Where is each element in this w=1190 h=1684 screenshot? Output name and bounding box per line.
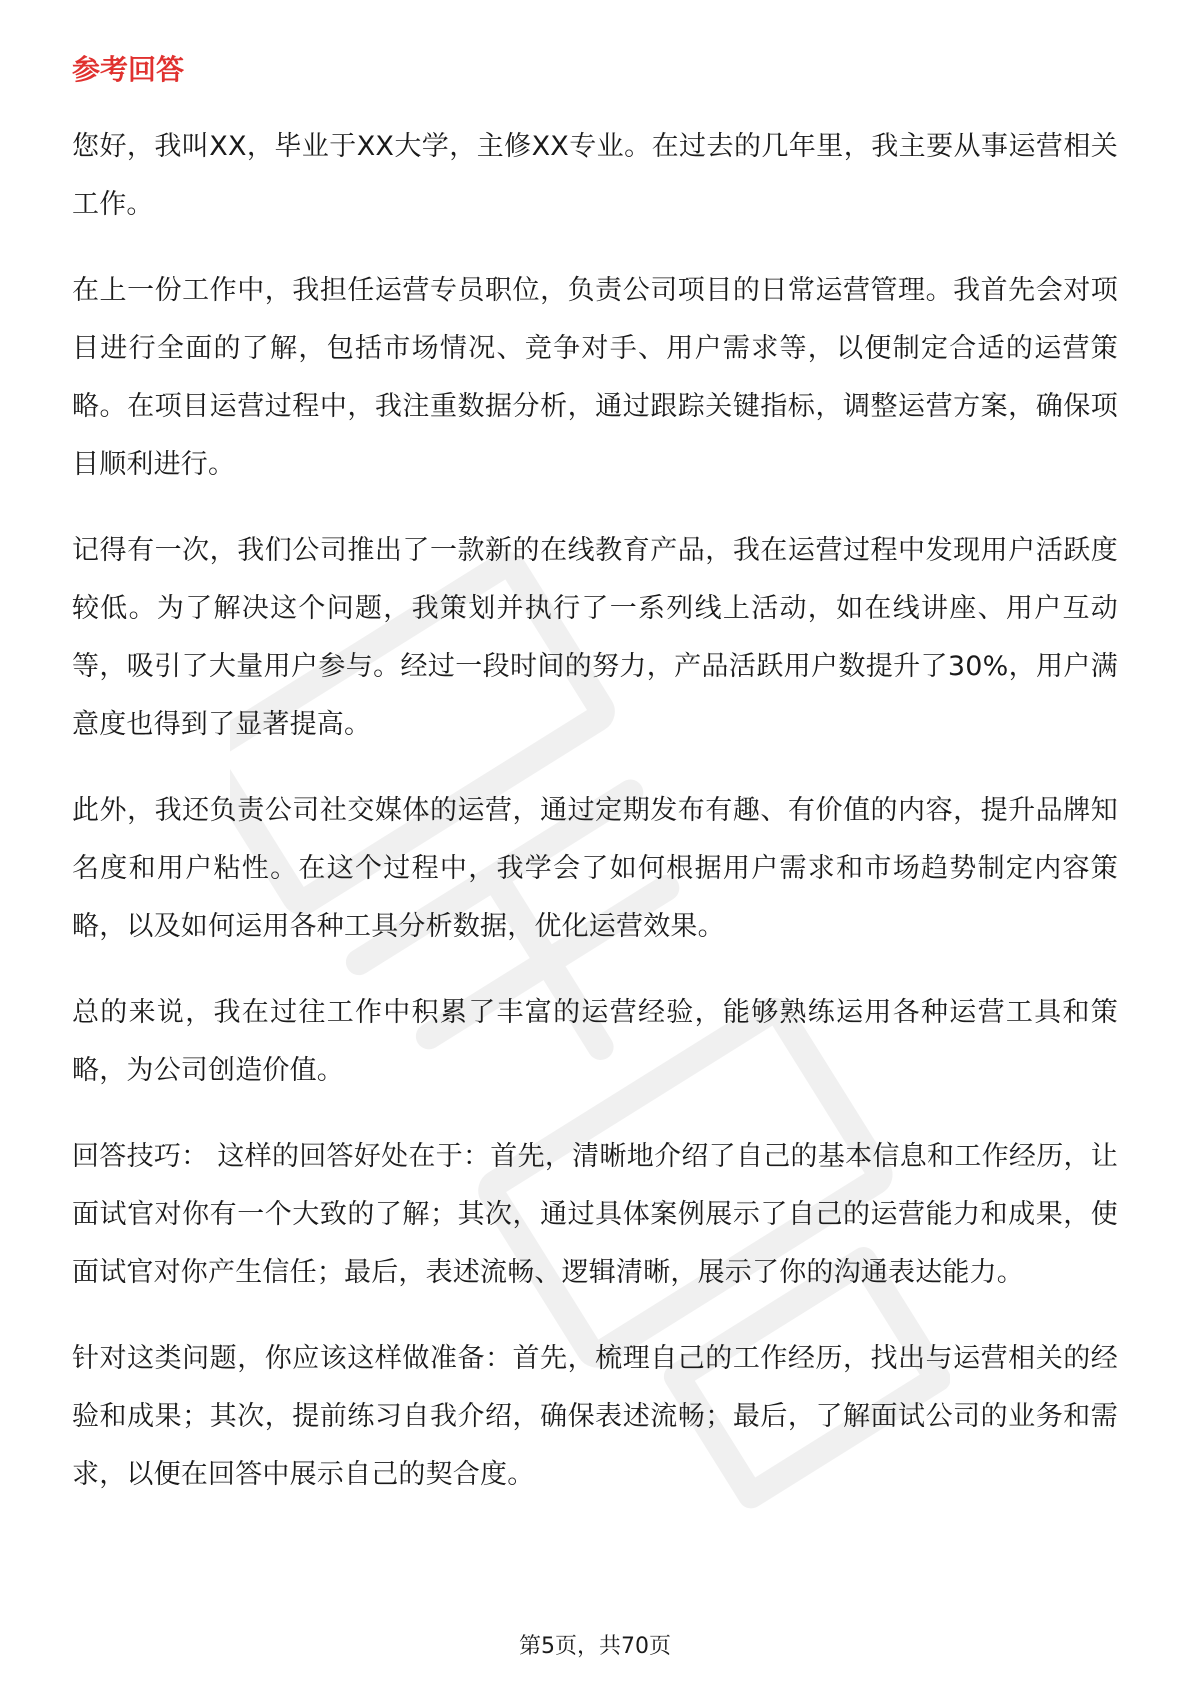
page-number-footer: 第5页，共70页 — [519, 1634, 671, 1659]
paragraph-preparation: 针对这类问题，你应该这样做准备：首先，梳理自己的工作经历，找出与运营相关的经验和成果；其次，提前练习自我介绍，确保表述流畅；最后，了解面试公司的业务和需求，以便在回答中展示自己的契合度。 — [72, 1343, 1118, 1490]
paragraph-answer-tips: 回答技巧： 这样的回答好处在于：首先，清晰地介绍了自己的基本信息和工作经历，让面试官对你有一个大致的了解；其次，通过具体案例展示了自己的运营能力和成果，使面试官对你产生信任；最后，表述流畅、逻辑清晰，展示了你的沟通表达能力。 — [72, 1141, 1118, 1288]
paragraph-case-example: 记得有一次，我们公司推出了一款新的在线教育产品，我在运营过程中发现用户活跃度较低。为了解决这个问题，我策划并执行了一系列线上活动，如在线讲座、用户互动等，吸引了大量用户参与。经过一段时间的努力，产品活跃用户数提升了30%，用户满意度也得到了显著提高。 — [72, 535, 1118, 740]
paragraph-summary: 总的来说，我在过往工作中积累了丰富的运营经验，能够熟练运用各种运营工具和策略，为公司创造价值。 — [72, 997, 1118, 1086]
paragraph-intro: 您好，我叫XX，毕业于XX大学，主修XX专业。在过去的几年里，我主要从事运营相关工作。 — [72, 131, 1118, 220]
paragraph-previous-job: 在上一份工作中，我担任运营专员职位，负责公司项目的日常运营管理。我首先会对项目进行全面的了解，包括市场情况、竞争对手、用户需求等，以便制定合适的运营策略。在项目运营过程中，我注重数据分析，通过跟踪关键指标，调整运营方案，确保项目顺利进行。 — [72, 275, 1118, 480]
paragraph-social-media: 此外，我还负责公司社交媒体的运营，通过定期发布有趣、有价值的内容，提升品牌知名度和用户粘性。在这个过程中，我学会了如何根据用户需求和市场趋势制定内容策略，以及如何运用各种工具分析数据，优化运营效果。 — [72, 795, 1118, 942]
section-heading: 参考回答 — [72, 53, 185, 86]
answer-body — [72, 118, 1118, 1532]
